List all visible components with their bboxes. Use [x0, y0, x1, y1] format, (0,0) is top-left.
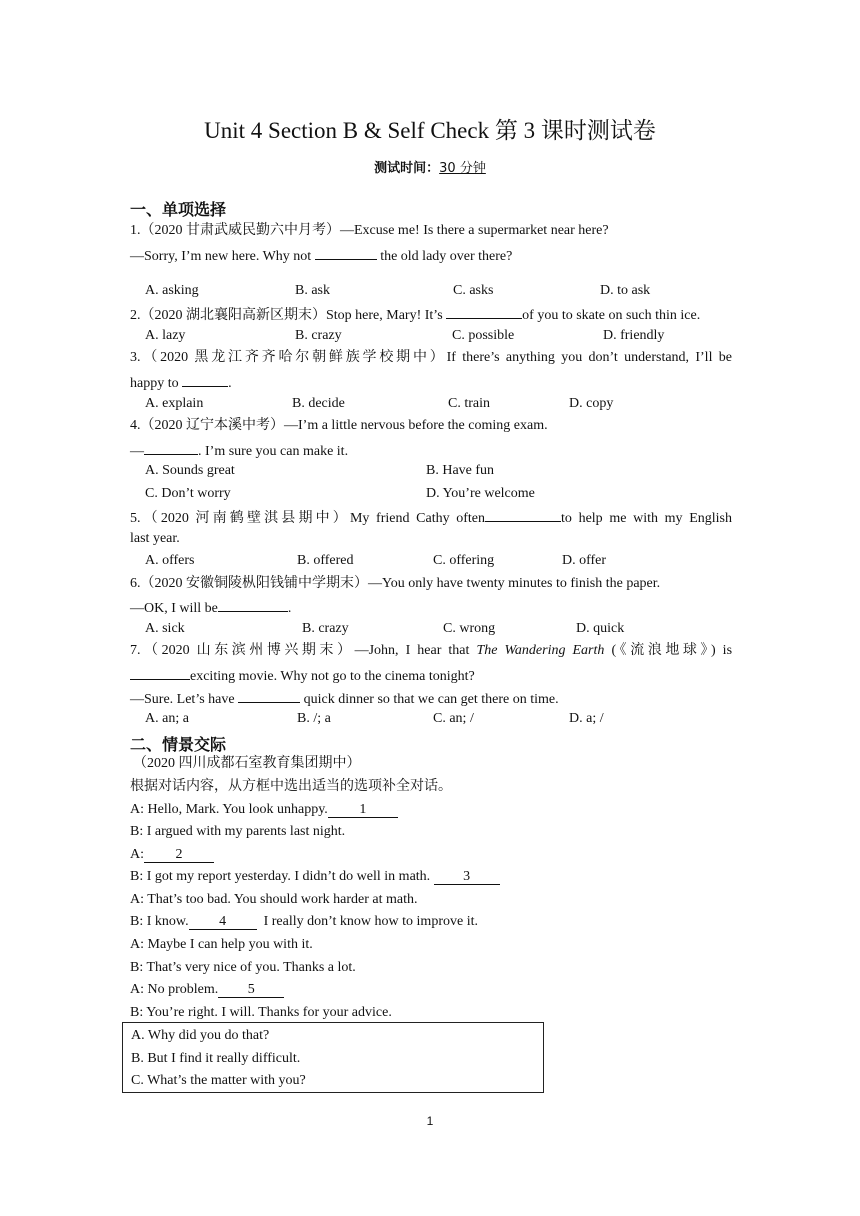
question-1-option-a[interactable]: A. asking	[145, 283, 199, 298]
question-7-line-3: —Sure. Let’s have quick dinner so that we can get there on time.	[130, 688, 559, 709]
question-1-line-2: —Sorry, I’m new here. Why not the old lady over there?	[130, 245, 512, 266]
dialogue-instruction: 根据对话内容，从方框中选出适当的选项补全对话。	[130, 779, 452, 794]
blank-2[interactable]: 2	[144, 847, 214, 863]
question-5-line-2: last year.	[130, 531, 180, 546]
answer-blank[interactable]	[130, 665, 190, 680]
question-4-line-1: 4.（2020 辽宁本溪中考）—I’m a little nervous before the coming exam.	[130, 418, 548, 433]
dialogue-line-10: B: You’re right. I will. Thanks for your advice.	[130, 1005, 392, 1020]
question-2-option-a[interactable]: A. lazy	[145, 328, 186, 343]
question-7-option-b[interactable]: B. /; a	[297, 711, 331, 726]
box-option-c[interactable]: C. What’s the matter with you?	[131, 1073, 306, 1088]
question-2-option-d[interactable]: D. friendly	[603, 328, 665, 343]
question-3-line-1: 3.（2020 黑龙江齐齐哈尔朝鲜族学校期中）If there’s anything you don’t understand, I’ll be	[130, 350, 732, 365]
question-1-option-d[interactable]: D. to ask	[600, 283, 651, 298]
blank-5[interactable]: 5	[218, 982, 284, 998]
question-4-option-a[interactable]: A. Sounds great	[145, 463, 235, 478]
question-3-line-2: happy to .	[130, 372, 232, 393]
test-time-value: 30 分钟	[439, 161, 486, 176]
test-time	[0, 157, 860, 176]
question-5-option-a[interactable]: A. offers	[145, 553, 195, 568]
question-7-option-a[interactable]: A. an; a	[145, 711, 189, 726]
dialogue-line-7: A: Maybe I can help you with it.	[130, 937, 313, 952]
question-3-option-d[interactable]: D. copy	[569, 396, 614, 411]
question-3-option-c[interactable]: C. train	[448, 396, 490, 411]
question-5-option-d[interactable]: D. offer	[562, 553, 607, 568]
blank-1[interactable]: 1	[328, 802, 398, 818]
dialogue-line-2: B: I argued with my parents last night.	[130, 824, 346, 839]
page-title: Unit 4 Section B & Self Check 第 3 课时测试卷	[204, 118, 656, 143]
question-1-line-1: 1.（2020 甘肃武威民勤六中月考）—Excuse me! Is there a supermarket near here?	[130, 223, 609, 238]
question-4-line-2: — . I’m sure you can make it.	[130, 440, 348, 461]
dialogue-line-5: A: That’s too bad. You should work harder at math.	[130, 892, 418, 907]
question-7-line-1: 7.（2020 山东滨州博兴期末）—John, I hear that The Wandering Earth (《流浪地球》) is	[130, 643, 733, 658]
dialogue-line-8: B: That’s very nice of you. Thanks a lot.	[130, 960, 356, 975]
dialogue-line-4: B: I got my report yesterday. I didn’t do well in math. 3	[130, 868, 500, 886]
answer-blank[interactable]	[485, 507, 561, 522]
question-2-option-b[interactable]: B. crazy	[295, 328, 342, 343]
box-option-b[interactable]: B. But I find it really difficult.	[131, 1051, 301, 1066]
dialogue-line-6: B: I know. 4 I really don’t know how to improve it.	[130, 914, 478, 929]
section-heading-dialogue: 二、情景交际	[130, 735, 227, 754]
question-4-option-d[interactable]: D. You’re welcome	[426, 486, 535, 501]
box-option-a[interactable]: A. Why did you do that?	[131, 1028, 270, 1043]
question-1-option-c[interactable]: C. asks	[453, 283, 494, 298]
answer-blank[interactable]	[238, 688, 300, 703]
question-4-option-c[interactable]: C. Don’t worry	[145, 486, 231, 501]
question-3-option-b[interactable]: B. decide	[292, 396, 345, 411]
question-7-option-d[interactable]: D. a; /	[569, 711, 604, 726]
question-5-line-1: 5.（2020 河南鹤壁淇县期中）My friend Cathy often to help me with my English	[130, 507, 732, 528]
page-number: 1	[426, 1114, 434, 1128]
answer-blank[interactable]	[446, 304, 522, 319]
question-1-option-b[interactable]: B. ask	[295, 283, 330, 298]
answer-blank[interactable]	[315, 245, 377, 260]
answer-blank[interactable]	[218, 597, 288, 612]
blank-4[interactable]: 4	[189, 914, 257, 930]
question-6-option-a[interactable]: A. sick	[145, 621, 185, 636]
question-6-option-c[interactable]: C. wrong	[443, 621, 496, 636]
dialogue-line-9: A: No problem. 5	[130, 981, 284, 999]
question-3-option-a[interactable]: A. explain	[145, 396, 204, 411]
question-5-option-c[interactable]: C. offering	[433, 553, 495, 568]
section-heading-single-choice: 一、单项选择	[130, 200, 227, 219]
dialogue-source: （2020 四川成都石室教育集团期中）	[133, 756, 361, 771]
dialogue-line-3: A: 2	[130, 846, 214, 864]
options-box	[122, 1022, 544, 1093]
question-6-line-2: —OK, I will be .	[130, 597, 291, 618]
question-5-option-b[interactable]: B. offered	[297, 553, 354, 568]
test-time-label: 测试时间：	[374, 161, 440, 176]
question-6-line-1: 6.（2020 安徽铜陵枞阳钱铺中学期末）—You only have twenty minutes to finish the paper.	[130, 576, 661, 591]
question-6-option-d[interactable]: D. quick	[576, 621, 625, 636]
question-7-line-2: exciting movie. Why not go to the cinema tonight?	[130, 665, 475, 686]
blank-3[interactable]: 3	[434, 869, 500, 885]
question-2-line-1: 2.（2020 湖北襄阳高新区期末）Stop here, Mary! It’s of you to skate on such thin ice.	[130, 304, 700, 325]
answer-blank[interactable]	[182, 372, 228, 387]
question-4-option-b[interactable]: B. Have fun	[426, 463, 495, 478]
question-6-option-b[interactable]: B. crazy	[302, 621, 349, 636]
dialogue-line-1: A: Hello, Mark. You look unhappy. 1	[130, 801, 398, 819]
question-2-option-c[interactable]: C. possible	[452, 328, 515, 343]
question-7-option-c[interactable]: C. an; /	[433, 711, 474, 726]
answer-blank[interactable]	[144, 440, 198, 455]
